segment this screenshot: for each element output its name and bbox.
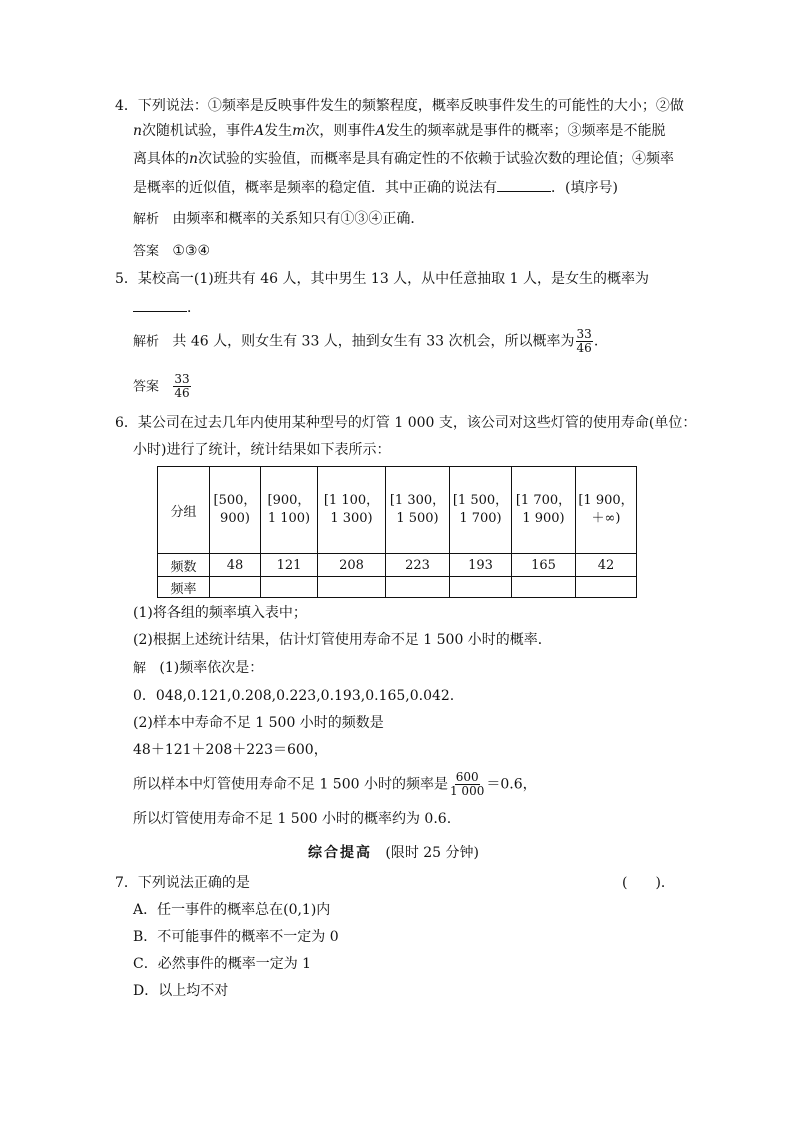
- answer-blank: [497, 177, 551, 192]
- answer-label: 答案: [133, 244, 160, 259]
- table-header-cell: 频数: [158, 554, 210, 577]
- table-cell: 223: [386, 554, 450, 577]
- q6-sub1: (1)将各组的频率填入表中；: [133, 605, 307, 621]
- section-header: [308, 842, 479, 862]
- table-cell: [261, 577, 318, 598]
- table-row: [158, 577, 637, 598]
- q4-analysis: 解析 由频率和概率的关系知只有①③④正确．: [133, 211, 425, 227]
- option-d: D．以上均不对: [133, 983, 229, 999]
- table-cell: 193: [450, 554, 512, 577]
- option-c: C．必然事件的概率一定为 1: [133, 956, 312, 972]
- q6-line1: 6．某公司在过去几年内使用某种型号的灯管 1 000 支，该公司对这些灯管的使用寿命(单位：: [115, 415, 697, 431]
- q6-line2: 小时)进行了统计，统计结果如下表所示：: [133, 442, 391, 458]
- table-cell: 208: [318, 554, 386, 577]
- table-cell: [210, 577, 261, 598]
- q5-line1: 5．某校高一(1)班共有 46 人，其中男生 13 人，从中任意抽取 1 人，是女生的概率为: [115, 271, 649, 287]
- frequency-table: [157, 466, 637, 598]
- table-cell: [500， 900): [210, 467, 261, 554]
- q6-solution3: (2)样本中寿命不足 1 500 小时的频数是: [133, 715, 384, 731]
- q5-answer: 答案 $\frac{33}{46}$: [133, 372, 190, 400]
- fraction: $\frac{33}{46}$: [576, 327, 592, 355]
- q6-solution2: 0．048,0.121,0.208,0.223,0.193,0.165,0.042.: [133, 688, 455, 704]
- table-row: [158, 554, 637, 577]
- table-cell: [1 500， 1 700): [450, 467, 512, 554]
- q7-stem: 7．下列说法正确的是: [115, 875, 250, 891]
- table-cell: [1 300， 1 500): [386, 467, 450, 554]
- table-cell: [386, 577, 450, 598]
- q6-solution6: 所以灯管使用寿命不足 1 500 小时的概率约为 0.6.: [133, 811, 452, 827]
- q6-solution1: 解 (1)频率依次是：: [133, 660, 264, 676]
- section-title: 综合提高: [308, 845, 372, 861]
- table-cell: 48: [210, 554, 261, 577]
- q7-bracket: ( )．: [622, 875, 675, 891]
- table-cell: [512, 577, 576, 598]
- table-cell: [1 900， ＋∞): [576, 467, 637, 554]
- table-cell: [318, 577, 386, 598]
- q4-line1: 4．下列说法：①频率是反映事件发生的频繁程度，概率反映事件发生的可能性的大小；②做: [115, 98, 684, 114]
- answer-blank: [133, 297, 187, 312]
- table-cell: [900， 1 100): [261, 467, 318, 554]
- fraction: $\frac{33}{46}$: [174, 372, 190, 400]
- table-cell: [1 100， 1 300): [318, 467, 386, 554]
- table-cell: 121: [261, 554, 318, 577]
- fraction: $\frac{600}{1 000}$: [449, 770, 485, 798]
- q6-sub2: (2)根据上述统计结果，估计灯管使用寿命不足 1 500 小时的概率．: [133, 632, 552, 648]
- table-row: [158, 467, 637, 554]
- option-b: B．不可能事件的概率不一定为 0: [133, 929, 339, 945]
- q5-line2: ．: [133, 297, 201, 318]
- q4-answer: 答案 ①③④: [133, 243, 211, 259]
- table-cell: [1 700， 1 900): [512, 467, 576, 554]
- table-header-cell: 频率: [158, 577, 210, 598]
- table-cell: 165: [512, 554, 576, 577]
- table-cell: [576, 577, 637, 598]
- q4-line3: 离具体的n次试验的实验值，而概率是具有确定性的不依赖于试验次数的理论值；④频率: [133, 151, 675, 167]
- q4-line4: 是概率的近似值，概率是频率的稳定值．其中正确的说法有 ．(填序号): [133, 177, 618, 198]
- section-note: (限时 25 分钟): [385, 845, 479, 861]
- table-cell: [450, 577, 512, 598]
- q4-number: 4．: [115, 98, 138, 114]
- table-header-cell: 分组: [158, 467, 210, 554]
- q4-line2: n次随机试验，事件A发生m次，则事件A发生的频率就是事件的概率；③频率是不能脱: [133, 123, 666, 139]
- q5-analysis: 解析 共 46 人，则女生有 33 人，抽到女生有 33 次机会，所以概率为 $\frac{33}{46}$ .: [133, 327, 599, 355]
- option-a: A．任一事件的概率总在(0,1)内: [133, 902, 331, 918]
- q6-solution4: 48＋121＋208＋223＝600，: [133, 742, 328, 758]
- q6-solution5: 所以样本中灯管使用寿命不足 1 500 小时的频率是 $\frac{600}{1 000}$ ＝0.6，: [133, 770, 537, 798]
- analysis-label: 解析: [133, 212, 160, 227]
- table-cell: 42: [576, 554, 637, 577]
